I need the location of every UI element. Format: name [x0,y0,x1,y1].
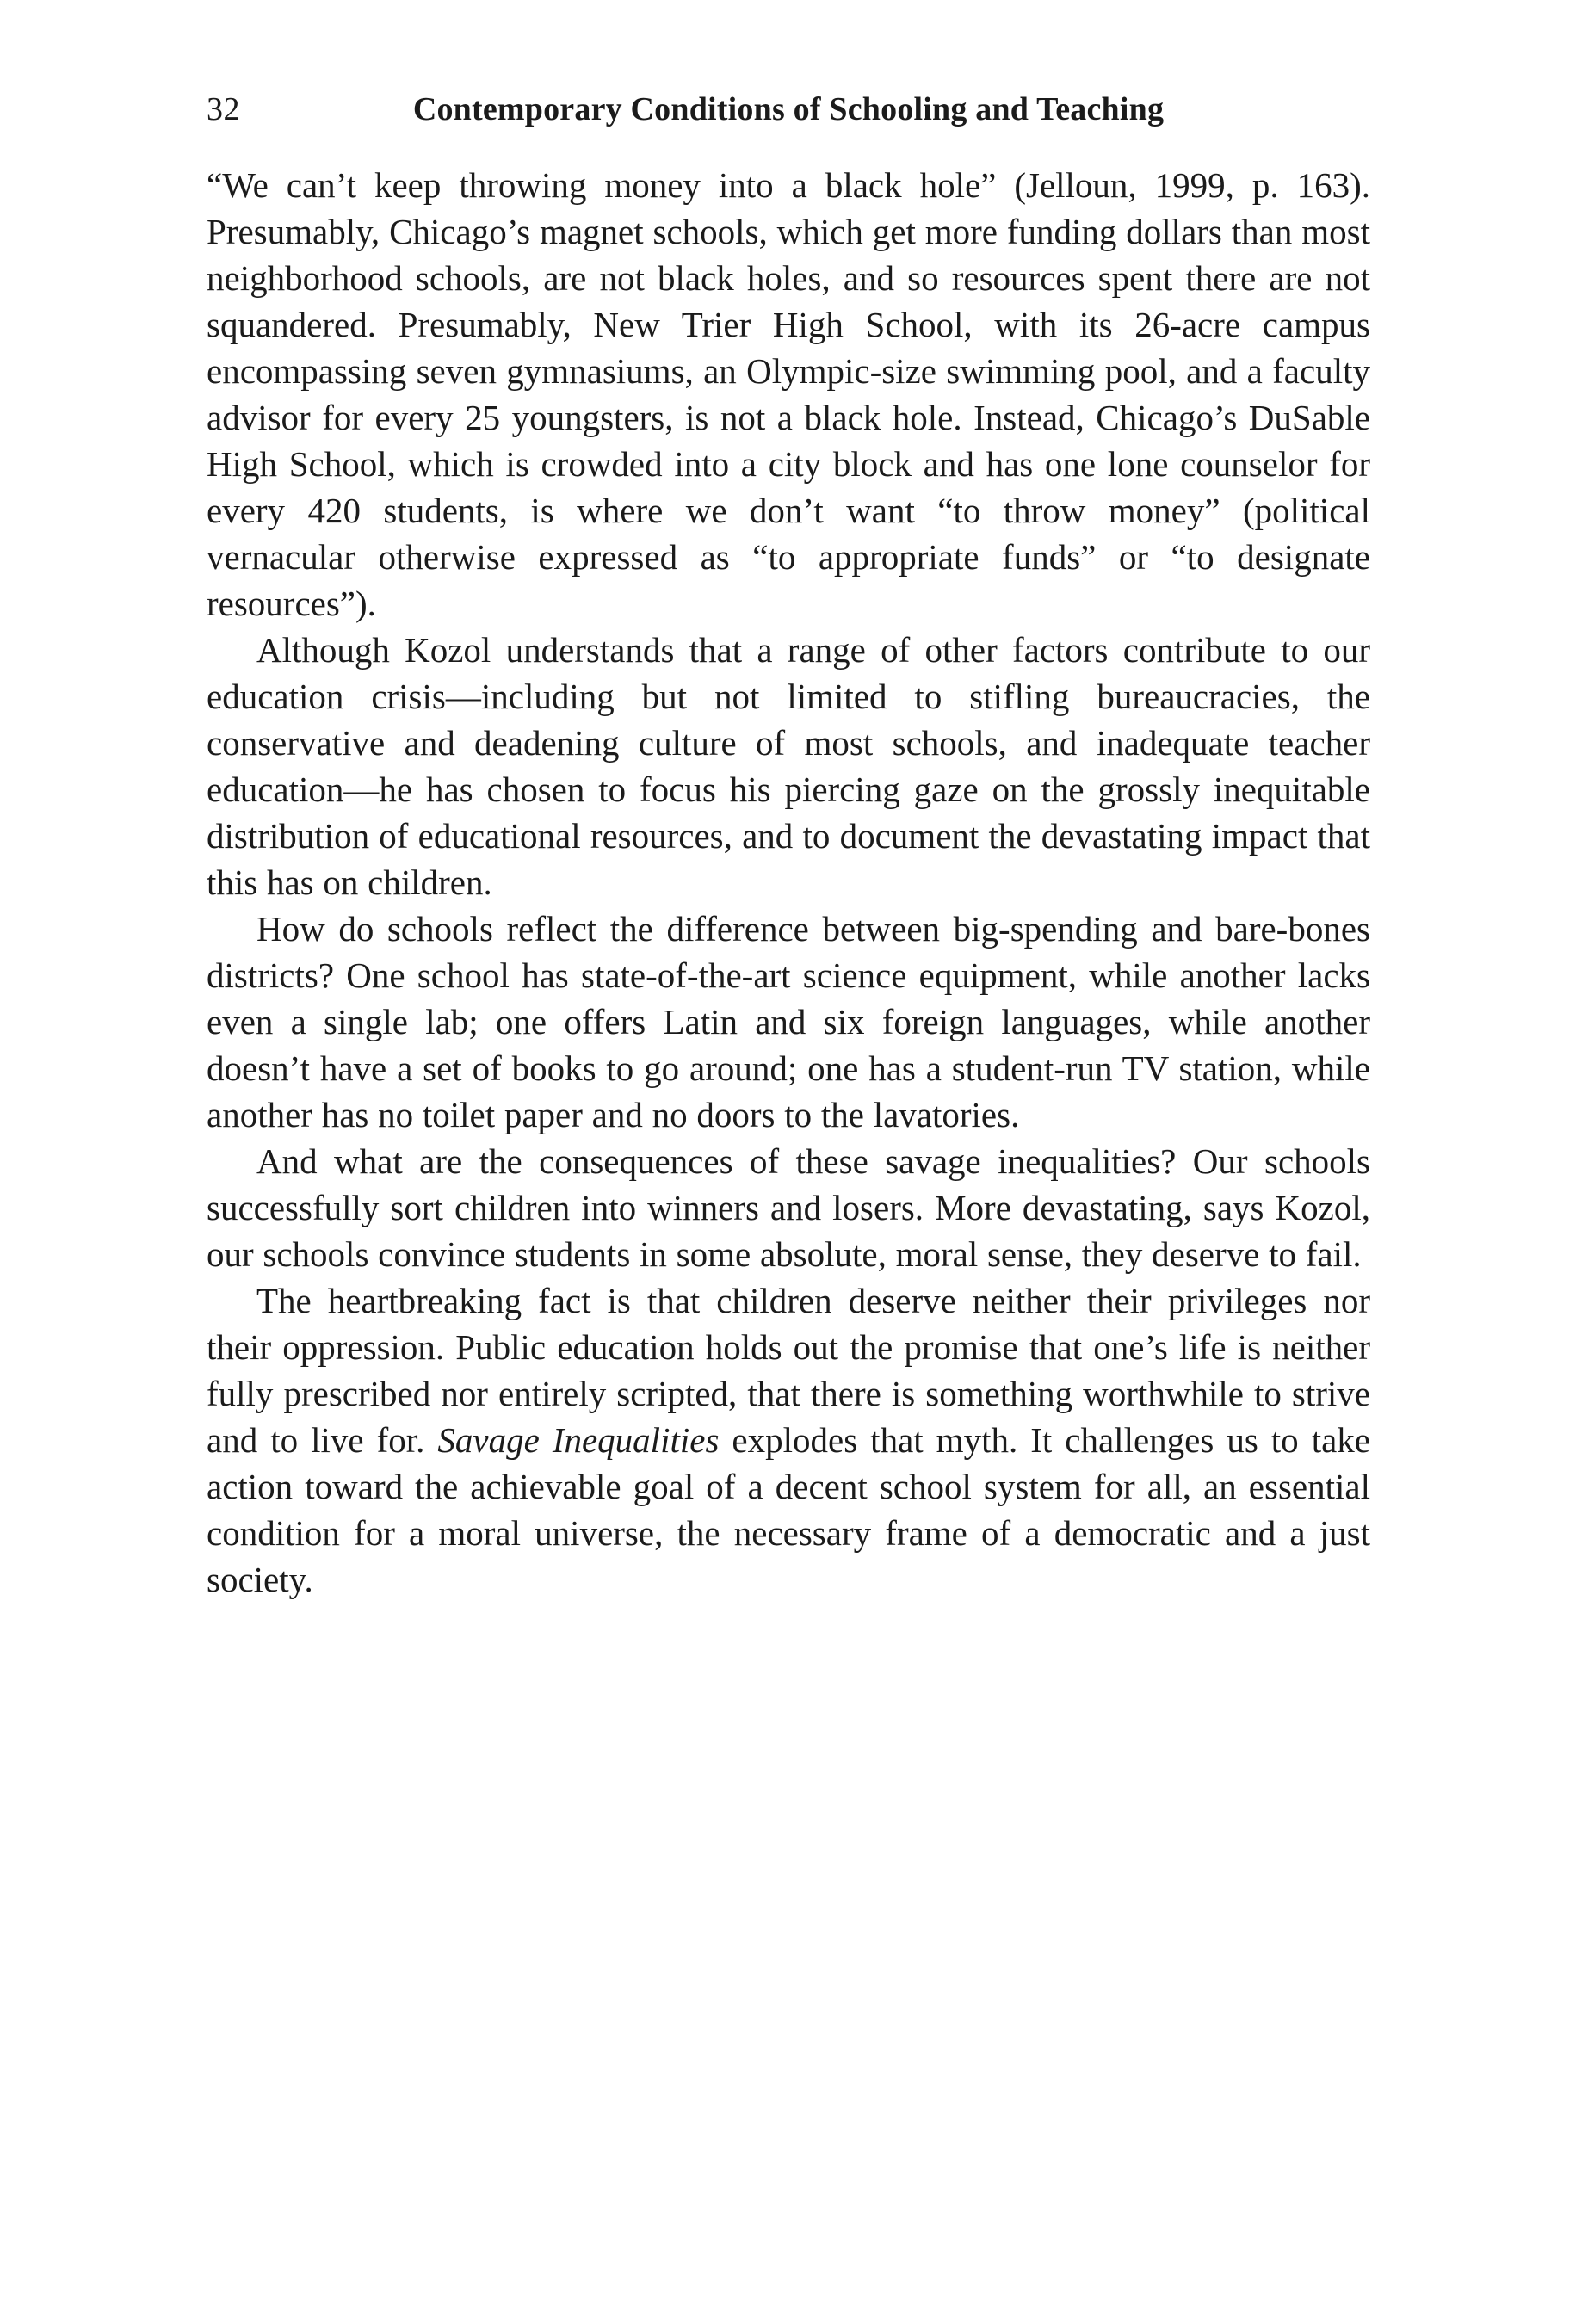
page-header [207,88,1370,131]
paragraph-5-text-before-title: The heartbreaking fact is that children deserve neither their privileges nor their oppression. Public education holds out the promise that one’s life is neither fully prescribed nor entirely scripted, that there is something worthwhile to strive and to live for. [207,1281,1370,1460]
paragraph-4-text: And what are the consequences of these savage inequalities? Our schools successfully sort children into winners and losers. More devastating, says Kozol, our schools convince students in some absolute, moral sense, they deserve to fail. [207,1141,1370,1274]
paragraph-1-text: “We can’t keep throwing money into a black hole” (Jelloun, 1999, p. 163). Presumably, Chicago’s magnet schools, which get more funding dollars than most neighborhood schools, are not black holes, and so resources spent there are not squandered. Presumably, New Trier High School, with its 26-acre campus encompassing seven gymnasiums, an Olympic-size swimming pool, and a faculty advisor for every 25 youngsters, is not a black hole. Instead, Chicago’s DuSable High School, which is crowded into a city block and has one lone counselor for every 420 students, is where we don’t want “to throw money” (political vernacular otherwise expressed as “to appropriate funds” or “to designate resources”). [207,165,1370,623]
paragraph-5-text-after-title: explodes that myth. It challenges us to take action toward the achievable goal of a decent school system for all, an essential condition for a moral universe, the necessary frame of a democratic and a just society. [207,1420,1370,1599]
paragraph-3-text: How do schools reflect the difference between big-spending and bare-bones districts? One school has state-of-the-art science equipment, while another lacks even a single lab; one offers Latin and six foreign languages, while another doesn’t have a set of books to go around; one has a student-run TV station, while another has no toilet paper and no doors to the lavatories. [207,909,1370,1134]
page-body [207,162,1370,1603]
paragraph-1 [207,162,1370,627]
paragraph-3 [207,905,1370,1138]
paragraph-4 [207,1138,1370,1277]
page-number: 32 [207,91,240,127]
paragraph-5 [207,1277,1370,1603]
running-head: Contemporary Conditions of Schooling and Teaching [412,91,1165,127]
paragraph-2 [207,627,1370,905]
paragraph-2-text: Although Kozol understands that a range of other factors contribute to our education crisis—including but not limited to stifling bureaucracies, the conservative and deadening culture of most schools, and inadequate teacher education—he has chosen to focus his piercing gaze on the grossly inequitable distribution of educational resources, and to document the devastating impact that this has on children. [207,630,1370,902]
book-title-italic: Savage Inequalities [437,1420,720,1460]
